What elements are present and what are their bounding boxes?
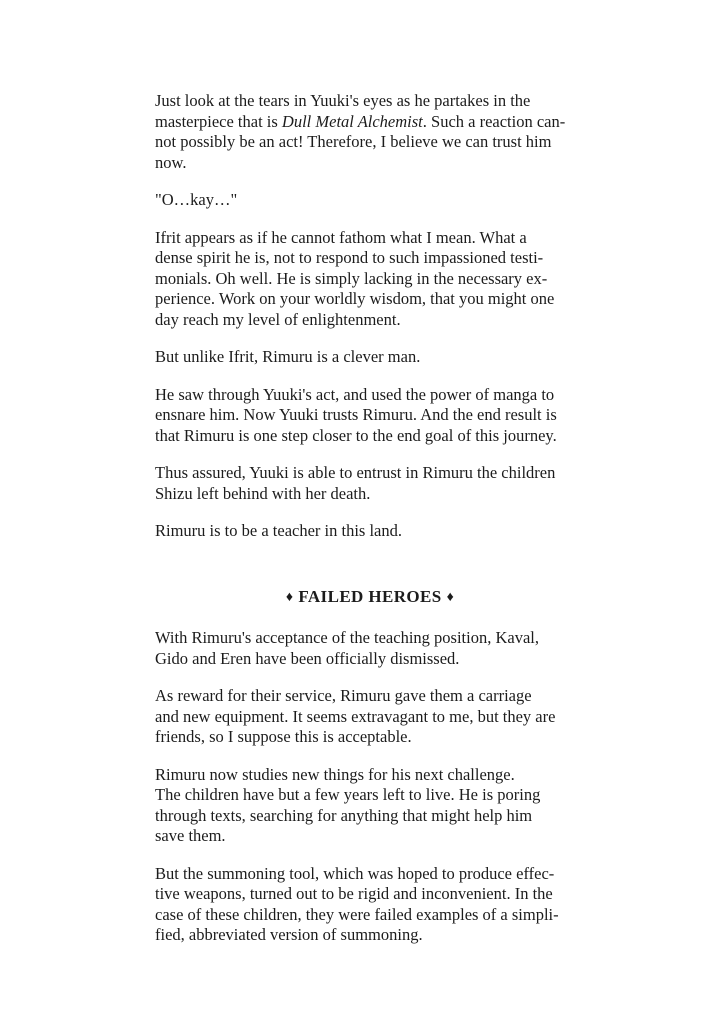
text-line: Gido and Eren have been officially dismissed. [155,648,460,668]
paragraph-3 [155,228,585,331]
text-line: tive weapons, turned out to be rigid and inconvenient. In the [155,884,553,903]
text-line: and new equipment. It seems extravagant to me, but they are [155,706,556,726]
diamond-icon: ♦ [285,589,294,605]
paragraph-7 [155,521,585,542]
text-line: friends, so I suppose this is acceptable. [155,727,412,746]
text-line: He saw through Yuuki's act, and used the power of manga to [155,384,555,404]
section-heading-text: FAILED HEROES [298,586,442,606]
text-line: But the summoning tool, which was hoped to produce effec- [155,863,555,883]
text-line: save them. [155,826,226,845]
text-line: Rimuru now studies new things for his next challenge. [155,764,515,784]
text-line: Ifrit appears as if he cannot fathom what I mean. What a [155,227,527,247]
diamond-icon: ♦ [446,589,455,605]
paragraph-8 [155,628,585,669]
paragraph-9 [155,686,585,748]
text-line: Rimuru is to be a teacher in this land. [155,521,402,540]
paragraph-4 [155,347,585,368]
section-heading-failed-heroes [155,587,585,610]
text-line [155,112,585,133]
text-line: fied, abbreviated version of summoning. [155,925,423,944]
text-line: monials. Oh well. He is simply lacking in the necessary ex- [155,268,548,288]
text-line: With Rimuru's acceptance of the teaching position, Kaval, [155,628,539,647]
text-line: through texts, searching for anything that might help him [155,805,533,825]
text-line: dense spirit he is, not to respond to such impassioned testi- [155,248,544,267]
text-segment: masterpiece that is [155,111,282,131]
text-line: As reward for their service, Rimuru gave them a carriage [155,686,532,705]
text-line: Just look at the tears in Yuuki's eyes as he partakes in the [155,91,531,110]
text-line: ensnare him. Now Yuuki trusts Rimuru. And the end result is [155,405,557,424]
text-line: Shizu left behind with her death. [155,483,371,503]
paragraph-10 [155,765,585,847]
text-line: that Rimuru is one step closer to the end goal of this journey. [155,425,557,445]
text-line: But unlike Ifrit, Rimuru is a clever man. [155,347,421,366]
italic-title-text: Dull Metal Alchemist [281,111,423,131]
text-line: day reach my level of enlightenment. [155,309,401,329]
paragraph-6 [155,463,585,504]
paragraph-5 [155,385,585,447]
text-line: now. [155,152,187,172]
text-segment: . Such a reaction can- [422,111,566,131]
text-line: The children have but a few years left to live. He is poring [155,785,541,804]
text-column [155,91,585,963]
text-line: "O…kay…" [155,190,238,209]
text-line: perience. Work on your worldly wisdom, that you might one [155,289,555,308]
paragraph-11 [155,864,585,946]
text-line: Thus assured, Yuuki is able to entrust in Rimuru the children [155,463,556,482]
text-line: case of these children, they were failed examples of a simpli- [155,904,559,924]
paragraph-1 [155,91,585,173]
paragraph-2-dialogue [155,190,585,211]
text-line: not possibly be an act! Therefore, I believe we can trust him [155,132,552,151]
